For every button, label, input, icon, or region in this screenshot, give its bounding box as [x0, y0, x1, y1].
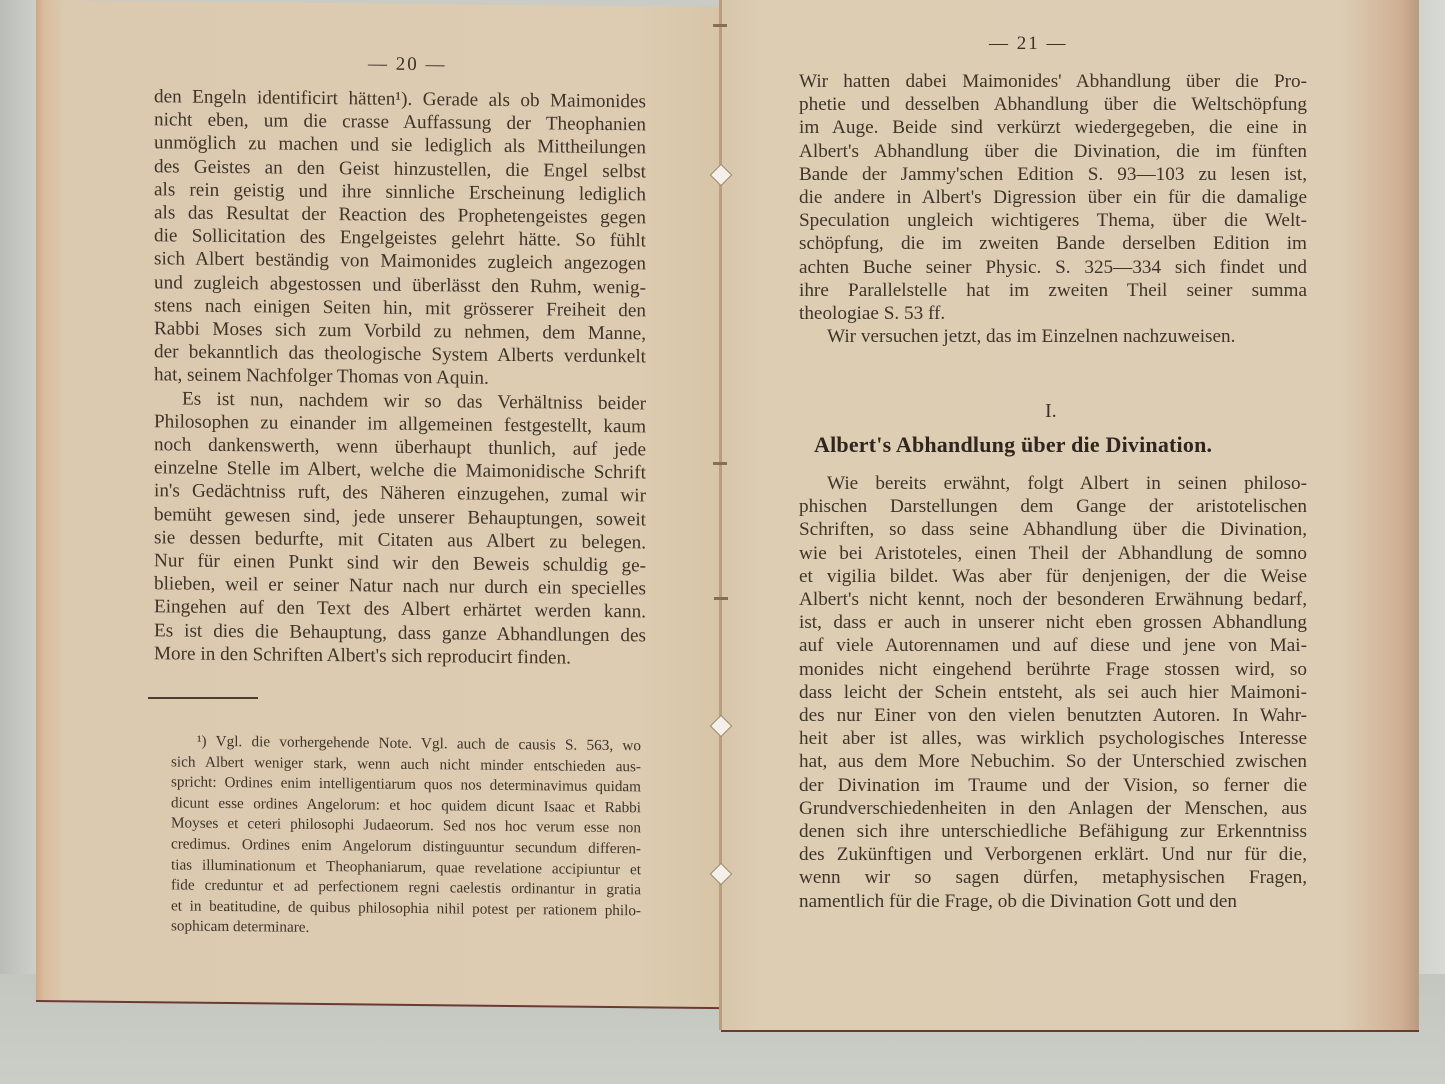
- footnote-separator-rule: [148, 697, 258, 699]
- text-line: blieben, weil er seiner Natur nach nur durch ein specielles: [154, 573, 646, 600]
- text-line: auf viele Autorennamen und auf diese und jene von Mai-: [799, 635, 1307, 657]
- text-line: schöpfung, die im zweiten Bande derselben Edition im: [799, 233, 1307, 255]
- text-line: Speculation ungleich wichtigeres Thema, über die Welt-: [799, 210, 1307, 232]
- text-line: sie dessen bedurfte, mit Citaten aus Albert zu belegen.: [154, 527, 646, 554]
- right-page-section-text: [799, 472, 1307, 913]
- text-line: Philosophen zu einander im allgemeinen festgestellt, kaum: [154, 411, 646, 438]
- text-line: nicht eben, um die crasse Auffassung der Theophanien: [154, 109, 646, 136]
- text-line: einzelne Stelle im Albert, welche die Maimonidische Schrift: [154, 457, 646, 484]
- text-line: bemüht gewesen sind, jede unserer Behauptungen, soweit: [154, 503, 646, 531]
- text-line: monides nicht eingehend berührte Frage stossen wird, so: [799, 658, 1307, 680]
- section-title: Albert's Abhandlung über die Divination.: [814, 432, 1213, 457]
- text-line: tias illuminationum et Theophaniarum, quae revelatione accipiuntur et: [171, 855, 641, 878]
- text-line: et vigilia bildet. Was aber für denjenigen, der die Weise: [799, 565, 1307, 587]
- stitch-mark: [713, 24, 727, 27]
- text-line: Wie bereits erwähnt, folgt Albert in seinen philoso-: [827, 473, 1307, 494]
- text-line: Es ist dies die Behauptung, dass ganze Abhandlungen des: [154, 619, 646, 647]
- text-line: denen sich ihre unterschiedliche Befähigung zur Erkenntniss: [799, 821, 1307, 843]
- text-line: wie bei Aristoteles, einen Theil der Abhandlung de somno: [799, 542, 1307, 564]
- page-number-left: — 20 —: [368, 53, 447, 76]
- text-line: als das Resultat der Reaction des Prophetengeistes gegen: [154, 202, 646, 229]
- left-page: [36, 0, 721, 1009]
- text-line: phetie und desselben Abhandlung über die Weltschöpfung: [799, 94, 1307, 116]
- text-line: als rein geistig und ihre sinnliche Erscheinung lediglich: [154, 179, 646, 206]
- text-line: ist, dass er auch in unserer nicht eben grossen Abhandlung: [799, 612, 1307, 634]
- stitch-mark: [713, 462, 727, 465]
- text-line: fide creduntur et ad perfectionem regni caelestis ordinantur in gratia: [171, 876, 641, 899]
- text-line: noch dankenswerth, wenn überhaupt thunlich, auf jede: [154, 434, 646, 461]
- text-line: achten Buche seiner Physic. S. 325—334 sich findet und: [799, 256, 1307, 278]
- right-page: [721, 0, 1419, 1032]
- text-line: des Geistes an den Geist hinzustellen, die Engel selbst: [154, 155, 646, 182]
- text-line: Schriften, so dass seine Abhandlung über die Divination,: [799, 519, 1307, 541]
- text-line: den Engeln identificirt hätten¹). Gerade als ob Maimonides: [154, 86, 646, 113]
- text-line: des Zukünftigen und Verborgenen erklärt. Und nur für die,: [799, 844, 1307, 866]
- text-line: in's Gedächtniss ruft, des Näheren einzugehen, zumal wir: [154, 480, 646, 507]
- page-number-right: — 21 —: [989, 33, 1068, 54]
- right-page-intro-text: [799, 70, 1307, 348]
- section-number: I.: [1045, 400, 1057, 422]
- text-line: sophicam determinare.: [171, 917, 310, 937]
- stitch-mark: [714, 597, 728, 600]
- text-line: Eingehen auf den Text des Albert erhärtet werden kann.: [154, 596, 646, 623]
- text-line: ihre Parallelstelle hat im zweiten Theil seiner summa: [799, 279, 1307, 301]
- text-line: der bekanntlich das theologische System Alberts verdunkelt: [154, 341, 646, 368]
- text-line: stens nach einigen Seiten hin, mit grösserer Freiheit den: [154, 295, 646, 322]
- left-page-body-text: [154, 85, 646, 670]
- text-line: sich Albert beständig von Maimonides zugleich angezogen: [154, 248, 646, 275]
- text-line: heit aber ist alles, was wirklich psychologisches Interesse: [799, 728, 1307, 750]
- text-line: ¹) Vgl. die vorhergehende Note. Vgl. auch de causis S. 563, wo: [197, 732, 641, 755]
- text-line: Grundverschiedenheiten in den Anlagen der Menschen, aus: [799, 797, 1307, 819]
- text-line: phischen Darstellungen dem Gange der aristotelischen: [799, 496, 1307, 518]
- text-line: dicunt esse ordines Angelorum: et hoc quidem dicunt Isaac et Rabbi: [171, 794, 641, 817]
- text-line: theologiae S. 53 ff.: [799, 303, 946, 325]
- text-line: et in beatitudine, de quibus philosophia nihil potest per rationem philo-: [171, 897, 641, 920]
- text-line: die Sollicitation des Engelgeistes gelehrt hätte. So fühlt: [154, 225, 646, 252]
- text-line: Wir hatten dabei Maimonides' Abhandlung über die Pro-: [799, 71, 1307, 92]
- text-line: Albert's nicht kennt, noch der besonderen Erwähnung bedarf,: [799, 589, 1307, 611]
- text-line: unmöglich zu machen und sie lediglich als Mittheilungen: [154, 132, 646, 159]
- text-line: im Auge. Beide sind verkürzt wiedergegeben, die eine in: [799, 117, 1307, 139]
- left-page-footnote: [171, 731, 641, 942]
- text-line: namentlich für die Frage, ob die Divination Gott und den: [799, 890, 1238, 912]
- text-line: dass leicht der Schein entsteht, als sei auch hier Maimoni-: [799, 681, 1307, 703]
- text-line: Es ist nun, nachdem wir so das Verhältniss beider: [182, 388, 646, 415]
- text-line: Nur für einen Punkt sind wir den Beweis schuldig ge-: [154, 550, 646, 577]
- text-line: Rabbi Moses sich zum Vorbild zu nehmen, dem Manne,: [154, 318, 646, 345]
- text-line: spricht: Ordines enim intelligentiarum quos nos determinavimus quidam: [171, 773, 641, 796]
- text-line: hat, seinem Nachfolger Thomas von Aquin.: [154, 364, 489, 390]
- text-line: hat, aus dem More Nebuchim. So der Unterschied zwischen: [799, 751, 1307, 773]
- text-line: credimus. Ordines enim Angelorum distinguuntur secundum differen-: [171, 835, 641, 858]
- text-line: des nur Einer von den vielen benutzten Autoren. In Wahr-: [799, 705, 1307, 727]
- text-line: Bande der Jammy'schen Edition S. 93—103 zu lesen ist,: [799, 163, 1307, 185]
- text-line: Moyses et ceteri philosophi Judaeorum. Sed nos hoc verum esse non: [171, 814, 641, 837]
- text-line: der Divination im Traume und der Vision, so ferner die: [799, 774, 1307, 796]
- text-line: sich Albert weniger stark, wenn auch nicht minder entschieden aus-: [171, 753, 641, 775]
- text-line: wenn wir so sagen dürfen, metaphysischen Fragen,: [799, 867, 1307, 889]
- background-surface-right: [1415, 0, 1445, 1084]
- text-line: und zugleich abgestossen und überlässt den Ruhm, wenig-: [154, 271, 646, 299]
- text-line: die andere in Albert's Digression über ein für die damalige: [799, 187, 1307, 209]
- text-line: More in den Schriften Albert's sich reproducirt finden.: [154, 643, 571, 669]
- text-line: Albert's Abhandlung über die Divination, die im fünften: [799, 140, 1307, 162]
- text-line: Wir versuchen jetzt, das im Einzelnen nachzuweisen.: [827, 326, 1236, 348]
- background-surface-left: [0, 0, 40, 1084]
